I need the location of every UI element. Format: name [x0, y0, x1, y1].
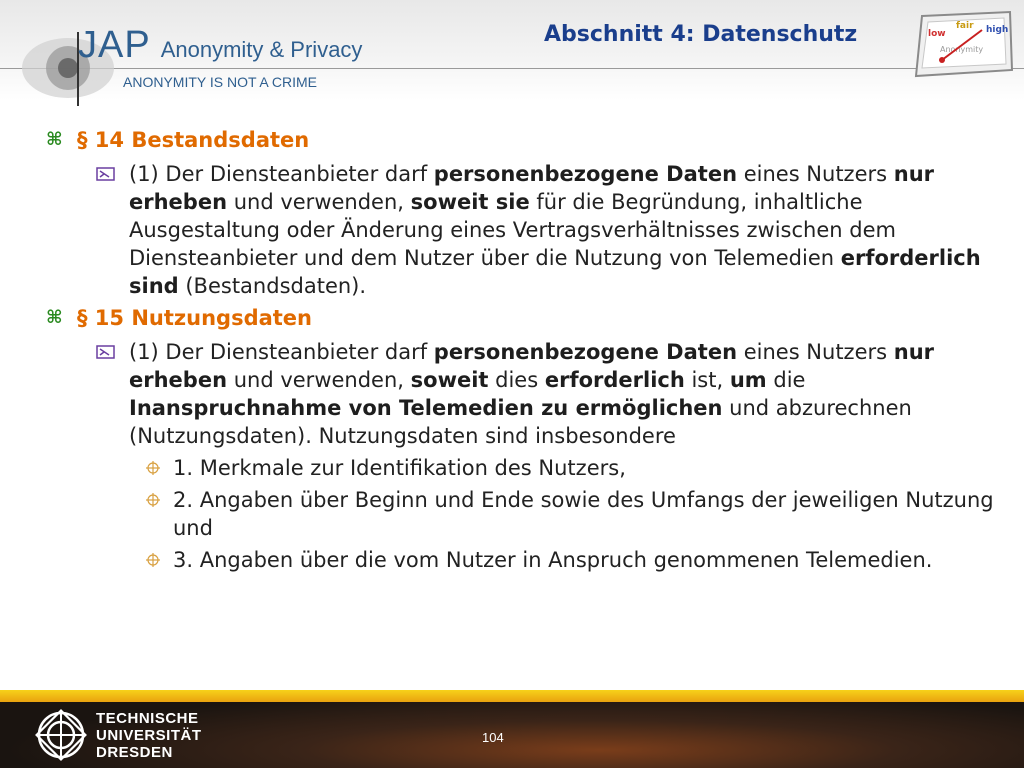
crosshair-icon	[146, 461, 160, 475]
list-item	[40, 454, 1000, 482]
institution-name	[96, 710, 202, 761]
anonymity-meter-icon	[912, 8, 1016, 80]
meter-caption: Anonymity	[940, 45, 984, 54]
bold-run: um	[729, 368, 767, 392]
slide-content	[40, 122, 1000, 576]
text-run: ist,	[684, 368, 730, 392]
jap-logo	[78, 24, 362, 76]
crosshair-icon	[146, 493, 160, 507]
paragraph	[40, 338, 1000, 450]
text-run: eines Nutzers	[737, 340, 894, 364]
list-item-text: 3. Angaben über die vom Nutzer in Anspruch genommenen Telemedien.	[173, 548, 933, 572]
text-run: und abzurechnen (Nutzungsdaten). Nutzungsdaten sind insbesondere	[129, 396, 912, 448]
tu-dresden-logo-icon	[34, 708, 88, 762]
bold-run: personenbezogene Daten	[433, 162, 738, 186]
section-heading-text: § 14 Bestandsdaten	[77, 128, 310, 152]
bold-run: nur erheben	[129, 162, 935, 214]
text-run: eines Nutzers	[737, 162, 894, 186]
paragraph	[40, 160, 1000, 300]
jap-tagline: ANONYMITY IS NOT A CRIME	[123, 74, 317, 90]
section-heading-text: § 15 Nutzungsdaten	[77, 306, 312, 330]
z-bullet-icon: ⌘	[46, 129, 63, 150]
text-run: für die Begründung, inhaltliche Ausgestaltung oder Änderung eines Vertragsverhältnisses zwischen dem Diensteanbieter und dem Nutzer über die Nutzung von Telemedien	[129, 190, 896, 270]
pointer-box-icon	[96, 166, 116, 182]
bold-run: personenbezogene Daten	[433, 340, 738, 364]
bold-run: soweit sie	[410, 190, 530, 214]
crosshair-icon	[146, 553, 160, 567]
section-heading	[40, 126, 1000, 154]
list-item-text: 2. Angaben über Beginn und Ende sowie des Umfangs der jeweiligen Nutzung und	[173, 488, 994, 540]
list-item	[40, 486, 1000, 542]
institution-line: UNIVERSITÄT	[96, 727, 202, 744]
page-title: Abschnitt 4: Datenschutz	[544, 22, 858, 47]
bold-run: nur erheben	[129, 340, 935, 392]
institution-line: TECHNISCHE	[96, 710, 199, 727]
text-run: und verwenden,	[227, 190, 411, 214]
text-run: und verwenden,	[227, 368, 411, 392]
section-heading	[40, 304, 1000, 332]
institution-line: DRESDEN	[96, 744, 173, 761]
bold-run: soweit	[410, 368, 489, 392]
list-item-text: 1. Merkmale zur Identifikation des Nutzers,	[173, 456, 626, 480]
meter-label-low: low	[928, 29, 946, 39]
footer-accent-bar	[0, 690, 1024, 702]
jap-logo-name: JAP	[78, 24, 151, 66]
bold-run: erforderlich	[544, 368, 685, 392]
text-run: (1) Der Diensteanbieter darf	[129, 162, 434, 186]
text-run: (1) Der Diensteanbieter darf	[129, 340, 434, 364]
meter-label-fair: fair	[956, 21, 974, 31]
page-number: 104	[482, 730, 504, 745]
list-item	[40, 546, 1000, 574]
pointer-box-icon	[96, 344, 116, 360]
jap-logo-subtitle: Anonymity & Privacy	[160, 37, 363, 62]
text-run: (Bestandsdaten).	[178, 274, 367, 298]
z-bullet-icon: ⌘	[46, 307, 63, 328]
meter-label-high: high	[986, 25, 1009, 35]
text-run: die	[766, 368, 806, 392]
text-run: dies	[488, 368, 545, 392]
bold-run: erforderlich sind	[129, 246, 981, 298]
bold-run: Inanspruchnahme von Telemedien zu ermöglichen	[129, 396, 723, 420]
